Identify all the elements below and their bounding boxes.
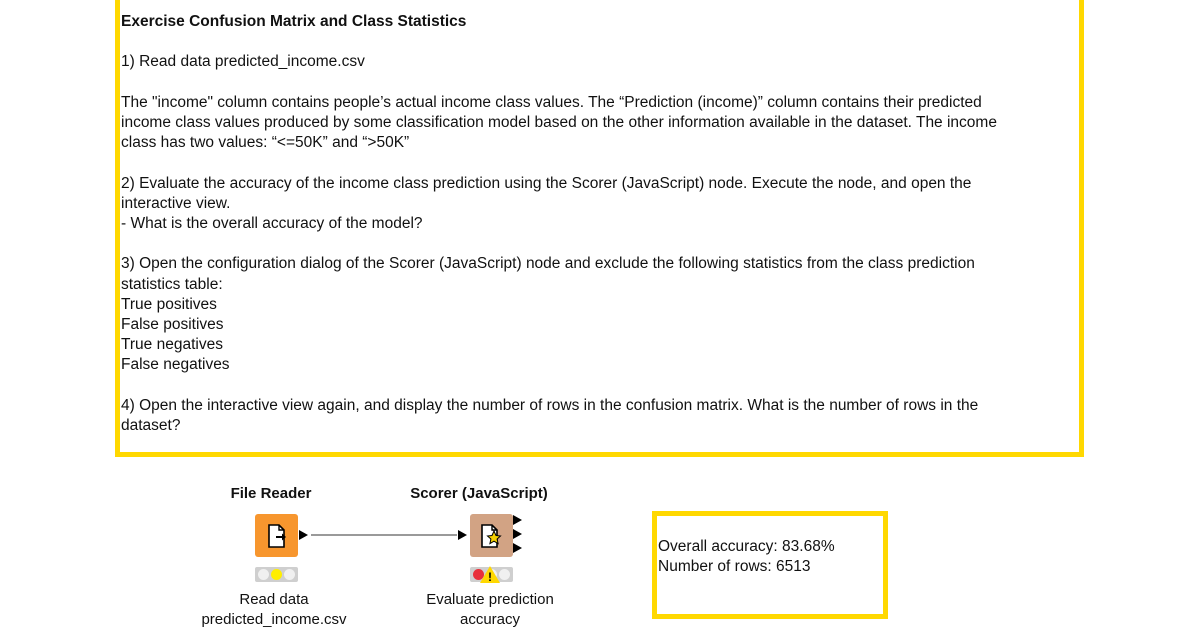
description-line-1: The "income" column contains people’s actual income class values. The “Prediction (income)” column contains their predicted [121, 93, 982, 111]
node-label-line-2: predicted_income.csv [201, 611, 347, 628]
output-port-1[interactable] [513, 515, 522, 525]
overall-accuracy: Overall accuracy: 83.68% [658, 538, 835, 555]
description-line-3: class has two values: “<=50K” and “>50K” [121, 134, 410, 152]
step-4-line-1: 4) Open the interactive view again, and display the number of rows in the confusion matrix. What is the number of rows in the [121, 396, 979, 414]
step-3-item: True positives [121, 295, 217, 313]
step-3-item: True negatives [121, 336, 223, 354]
warning-exclamation: ! [488, 570, 492, 584]
node-label-line-2: accuracy [459, 611, 521, 628]
document-arrow-icon [255, 514, 298, 557]
exercise-annotation [115, 0, 1084, 457]
step-2-line-2: interactive view. [121, 194, 231, 212]
node-label-line-1: Read data [239, 591, 309, 608]
node-title: File Reader [230, 485, 312, 502]
output-port-2[interactable] [513, 529, 522, 539]
status-light-green-off [284, 569, 295, 580]
status-light-yellow-on [271, 569, 282, 580]
results-annotation [652, 511, 888, 619]
input-port[interactable] [458, 530, 467, 540]
connection-line[interactable] [311, 534, 457, 536]
step-3-line-1: 3) Open the configuration dialog of the Scorer (JavaScript) node and exclude the following statistics from the class prediction [121, 255, 975, 273]
number-of-rows: Number of rows: 6513 [658, 558, 811, 575]
step-3-line-2: statistics table: [121, 275, 223, 293]
node-label-line-1: Evaluate prediction [426, 591, 554, 608]
status-light-red-off [258, 569, 269, 580]
step-4-line-2: dataset? [121, 416, 181, 434]
status-traffic-light [255, 567, 298, 582]
file-reader-icon[interactable] [255, 514, 298, 557]
description-line-2: income class values produced by some classification model based on the other information available in the dataset. The income [121, 113, 997, 131]
scorer-icon[interactable] [470, 514, 513, 557]
document-star-icon [470, 514, 513, 557]
output-port-3[interactable] [513, 543, 522, 553]
step-1: 1) Read data predicted_income.csv [121, 53, 365, 71]
step-2-question: - What is the overall accuracy of the model? [121, 214, 423, 232]
output-port[interactable] [299, 530, 308, 540]
step-2-line-1: 2) Evaluate the accuracy of the income class prediction using the Scorer (JavaScript) node. Execute the node, and open the [121, 174, 972, 192]
node-title: Scorer (JavaScript) [410, 485, 548, 502]
status-light-green-off [499, 569, 510, 580]
step-3-item: False positives [121, 315, 224, 333]
step-3-item: False negatives [121, 356, 230, 374]
annotation-title: Exercise Confusion Matrix and Class Statistics [121, 13, 467, 30]
